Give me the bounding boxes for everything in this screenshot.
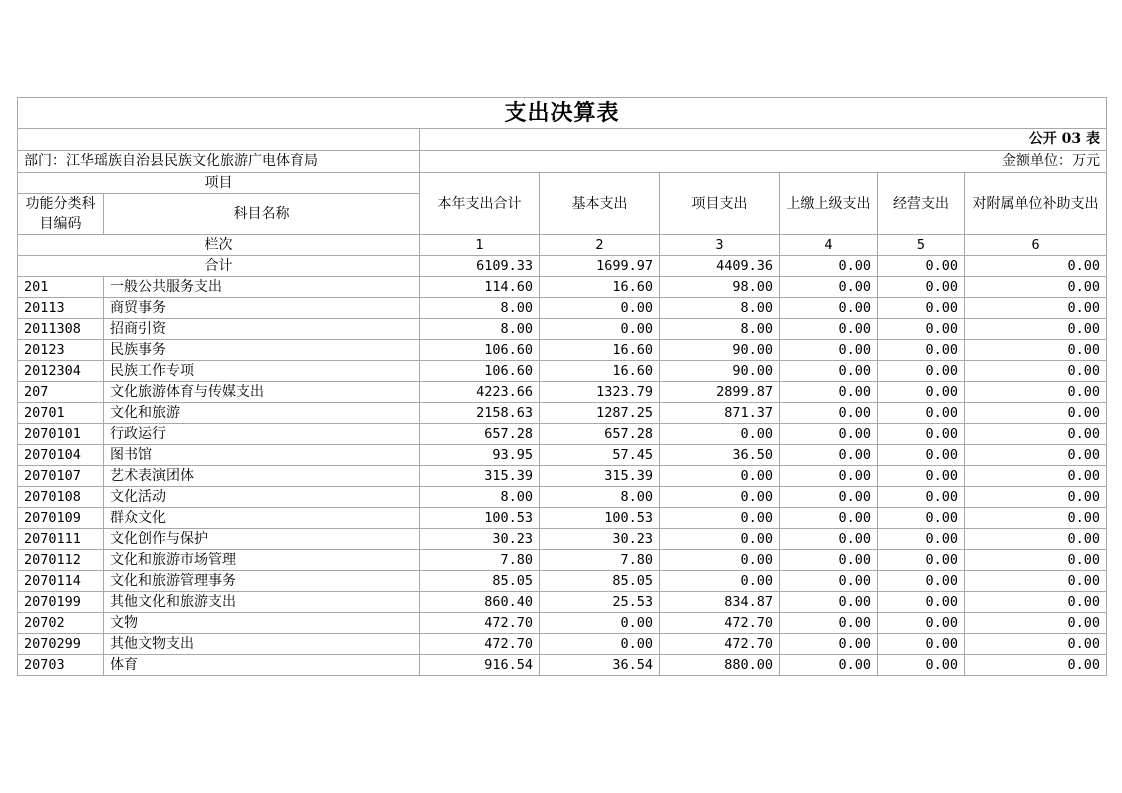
subject-code-cell: 2070107	[18, 466, 104, 487]
subject-name-cell: 文化创作与保护	[104, 529, 420, 550]
amount-cell: 315.39	[420, 466, 540, 487]
amount-cell: 0.00	[878, 634, 965, 655]
subject-name-cell: 文化和旅游管理事务	[104, 571, 420, 592]
amount-cell: 7.80	[420, 550, 540, 571]
amount-cell: 0.00	[540, 298, 660, 319]
subject-code-cell: 2070299	[18, 634, 104, 655]
subject-code-cell: 20702	[18, 613, 104, 634]
table-row	[18, 340, 1107, 361]
amount-cell: 16.60	[540, 277, 660, 298]
sum-value-cell: 1699.97	[540, 256, 660, 277]
amount-cell: 0.00	[540, 613, 660, 634]
amount-cell: 0.00	[965, 298, 1107, 319]
table-row	[18, 655, 1107, 676]
blank-cell	[18, 129, 420, 151]
amount-cell: 834.87	[660, 592, 780, 613]
amount-cell: 0.00	[780, 550, 878, 571]
table-row	[18, 508, 1107, 529]
amount-cell: 0.00	[878, 571, 965, 592]
amount-cell: 0.00	[878, 319, 965, 340]
amount-cell: 0.00	[878, 529, 965, 550]
amount-cell: 25.53	[540, 592, 660, 613]
amount-cell: 0.00	[965, 529, 1107, 550]
amount-cell: 472.70	[660, 634, 780, 655]
table-row	[18, 571, 1107, 592]
subject-code-cell: 20113	[18, 298, 104, 319]
sum-value-cell: 4409.36	[660, 256, 780, 277]
amount-cell: 0.00	[780, 445, 878, 466]
amount-cell: 0.00	[660, 487, 780, 508]
amount-cell: 860.40	[420, 592, 540, 613]
amount-cell: 0.00	[878, 340, 965, 361]
amount-cell: 8.00	[420, 319, 540, 340]
subject-code-cell: 201	[18, 277, 104, 298]
sum-value-cell: 0.00	[878, 256, 965, 277]
subject-name-cell: 其他文物支出	[104, 634, 420, 655]
department-label: 部门：江华瑶族自治县民族文化旅游广电体育局	[18, 151, 420, 173]
amount-cell: 0.00	[780, 592, 878, 613]
amount-cell: 0.00	[965, 340, 1107, 361]
subject-code-cell: 2070101	[18, 424, 104, 445]
amount-cell: 0.00	[660, 571, 780, 592]
table-row	[18, 550, 1107, 571]
table-row	[18, 613, 1107, 634]
amount-cell: 472.70	[420, 613, 540, 634]
table-title: 支出决算表	[18, 98, 1107, 129]
amount-cell: 85.05	[540, 571, 660, 592]
amount-cell: 0.00	[965, 508, 1107, 529]
header-code: 功能分类科目编码	[18, 194, 104, 235]
table-row	[18, 277, 1107, 298]
amount-cell: 0.00	[780, 340, 878, 361]
subject-code-cell: 2011308	[18, 319, 104, 340]
amount-cell: 16.60	[540, 361, 660, 382]
amount-cell: 0.00	[780, 634, 878, 655]
amount-cell: 0.00	[780, 613, 878, 634]
column-index-cell: 1	[420, 235, 540, 256]
amount-cell: 0.00	[540, 634, 660, 655]
amount-cell: 8.00	[660, 298, 780, 319]
table-row	[18, 487, 1107, 508]
amount-cell: 90.00	[660, 340, 780, 361]
amount-cell: 8.00	[420, 487, 540, 508]
table-row	[18, 445, 1107, 466]
subject-code-cell: 2012304	[18, 361, 104, 382]
subject-name-cell: 一般公共服务支出	[104, 277, 420, 298]
amount-cell: 106.60	[420, 340, 540, 361]
amount-cell: 0.00	[965, 592, 1107, 613]
header-total: 本年支出合计	[420, 173, 540, 235]
amount-cell: 0.00	[965, 571, 1107, 592]
subject-name-cell: 图书馆	[104, 445, 420, 466]
subject-name-cell: 文化旅游体育与传媒支出	[104, 382, 420, 403]
sum-value-cell: 6109.33	[420, 256, 540, 277]
subject-code-cell: 2070199	[18, 592, 104, 613]
amount-cell: 0.00	[780, 319, 878, 340]
amount-cell: 0.00	[780, 571, 878, 592]
amount-cell: 472.70	[420, 634, 540, 655]
amount-cell: 0.00	[878, 403, 965, 424]
subject-name-cell: 行政运行	[104, 424, 420, 445]
amount-cell: 0.00	[780, 277, 878, 298]
amount-cell: 0.00	[660, 508, 780, 529]
amount-cell: 93.95	[420, 445, 540, 466]
sum-value-cell: 0.00	[780, 256, 878, 277]
subject-code-cell: 2070104	[18, 445, 104, 466]
column-index-cell: 2	[540, 235, 660, 256]
subject-name-cell: 体育	[104, 655, 420, 676]
amount-cell: 0.00	[965, 613, 1107, 634]
header-project: 项目支出	[660, 173, 780, 235]
amount-cell: 0.00	[878, 613, 965, 634]
amount-cell: 100.53	[540, 508, 660, 529]
amount-cell: 4223.66	[420, 382, 540, 403]
amount-cell: 36.50	[660, 445, 780, 466]
amount-cell: 0.00	[660, 529, 780, 550]
amount-cell: 0.00	[965, 445, 1107, 466]
amount-cell: 90.00	[660, 361, 780, 382]
subject-name-cell: 招商引资	[104, 319, 420, 340]
amount-cell: 0.00	[965, 424, 1107, 445]
subject-code-cell: 20123	[18, 340, 104, 361]
subject-name-cell: 艺术表演团体	[104, 466, 420, 487]
amount-cell: 0.00	[878, 298, 965, 319]
amount-cell: 880.00	[660, 655, 780, 676]
amount-cell: 0.00	[878, 487, 965, 508]
table-row	[18, 634, 1107, 655]
amount-cell: 0.00	[660, 466, 780, 487]
amount-cell: 0.00	[965, 361, 1107, 382]
amount-cell: 30.23	[420, 529, 540, 550]
amount-cell: 0.00	[878, 361, 965, 382]
sum-value-cell: 0.00	[965, 256, 1107, 277]
amount-cell: 0.00	[780, 424, 878, 445]
amount-cell: 472.70	[660, 613, 780, 634]
amount-cell: 0.00	[780, 529, 878, 550]
amount-cell: 0.00	[878, 550, 965, 571]
amount-cell: 0.00	[660, 424, 780, 445]
subject-name-cell: 文物	[104, 613, 420, 634]
amount-cell: 30.23	[540, 529, 660, 550]
amount-cell: 114.60	[420, 277, 540, 298]
amount-cell: 98.00	[660, 277, 780, 298]
amount-cell: 0.00	[965, 634, 1107, 655]
table-row	[18, 382, 1107, 403]
amount-cell: 8.00	[660, 319, 780, 340]
amount-cell: 0.00	[965, 466, 1107, 487]
table-row	[18, 298, 1107, 319]
amount-cell: 1287.25	[540, 403, 660, 424]
amount-cell: 0.00	[965, 550, 1107, 571]
amount-cell: 0.00	[780, 508, 878, 529]
amount-cell: 0.00	[540, 319, 660, 340]
sum-label: 合计	[18, 256, 420, 277]
header-name: 科目名称	[104, 194, 420, 235]
subject-code-cell: 20703	[18, 655, 104, 676]
amount-cell: 0.00	[878, 382, 965, 403]
amount-cell: 0.00	[965, 382, 1107, 403]
table-row	[18, 592, 1107, 613]
amount-cell: 0.00	[965, 277, 1107, 298]
amount-cell: 36.54	[540, 655, 660, 676]
amount-cell: 0.00	[878, 508, 965, 529]
amount-cell: 85.05	[420, 571, 540, 592]
amount-cell: 871.37	[660, 403, 780, 424]
amount-cell: 0.00	[780, 655, 878, 676]
amount-cell: 7.80	[540, 550, 660, 571]
subject-code-cell: 2070108	[18, 487, 104, 508]
subject-name-cell: 商贸事务	[104, 298, 420, 319]
expenditure-table	[17, 97, 1107, 676]
amount-cell: 0.00	[965, 319, 1107, 340]
table-row	[18, 403, 1107, 424]
column-index-cell: 6	[965, 235, 1107, 256]
amount-cell: 8.00	[540, 487, 660, 508]
table-row	[18, 529, 1107, 550]
amount-cell: 916.54	[420, 655, 540, 676]
amount-cell: 8.00	[420, 298, 540, 319]
column-index-label: 栏次	[18, 235, 420, 256]
subject-code-cell: 20701	[18, 403, 104, 424]
amount-cell: 1323.79	[540, 382, 660, 403]
column-index-cell: 3	[660, 235, 780, 256]
subject-code-cell: 207	[18, 382, 104, 403]
amount-cell: 0.00	[780, 298, 878, 319]
amount-cell: 0.00	[965, 487, 1107, 508]
amount-cell: 0.00	[780, 382, 878, 403]
amount-cell: 0.00	[780, 403, 878, 424]
unit-label: 金额单位：万元	[420, 151, 1107, 173]
subject-code-cell: 2070109	[18, 508, 104, 529]
amount-cell: 0.00	[965, 403, 1107, 424]
amount-cell: 0.00	[878, 445, 965, 466]
subject-name-cell: 文化活动	[104, 487, 420, 508]
table-row	[18, 424, 1107, 445]
header-business: 经营支出	[878, 173, 965, 235]
subject-name-cell: 其他文化和旅游支出	[104, 592, 420, 613]
amount-cell: 16.60	[540, 340, 660, 361]
header-subsidy: 对附属单位补助支出	[965, 173, 1107, 235]
header-item: 项目	[18, 173, 420, 194]
table-row	[18, 466, 1107, 487]
amount-cell: 0.00	[878, 277, 965, 298]
subject-name-cell: 群众文化	[104, 508, 420, 529]
amount-cell: 2899.87	[660, 382, 780, 403]
amount-cell: 57.45	[540, 445, 660, 466]
amount-cell: 100.53	[420, 508, 540, 529]
subject-name-cell: 文化和旅游市场管理	[104, 550, 420, 571]
amount-cell: 0.00	[780, 487, 878, 508]
amount-cell: 0.00	[878, 424, 965, 445]
subject-name-cell: 民族事务	[104, 340, 420, 361]
amount-cell: 0.00	[878, 592, 965, 613]
subject-name-cell: 民族工作专项	[104, 361, 420, 382]
table-row	[18, 361, 1107, 382]
header-basic: 基本支出	[540, 173, 660, 235]
amount-cell: 657.28	[540, 424, 660, 445]
subject-code-cell: 2070111	[18, 529, 104, 550]
table-row	[18, 319, 1107, 340]
sum-row	[18, 256, 1107, 277]
amount-cell: 0.00	[780, 361, 878, 382]
subject-code-cell: 2070112	[18, 550, 104, 571]
amount-cell: 0.00	[878, 655, 965, 676]
amount-cell: 657.28	[420, 424, 540, 445]
column-index-cell: 5	[878, 235, 965, 256]
amount-cell: 315.39	[540, 466, 660, 487]
subject-name-cell: 文化和旅游	[104, 403, 420, 424]
amount-cell: 0.00	[780, 466, 878, 487]
subject-code-cell: 2070114	[18, 571, 104, 592]
amount-cell: 0.00	[660, 550, 780, 571]
amount-cell: 0.00	[965, 655, 1107, 676]
column-index-row	[18, 235, 1107, 256]
amount-cell: 0.00	[878, 466, 965, 487]
table-number: 公开 03 表	[420, 129, 1107, 151]
column-index-cell: 4	[780, 235, 878, 256]
amount-cell: 106.60	[420, 361, 540, 382]
header-upper: 上缴上级支出	[780, 173, 878, 235]
amount-cell: 2158.63	[420, 403, 540, 424]
